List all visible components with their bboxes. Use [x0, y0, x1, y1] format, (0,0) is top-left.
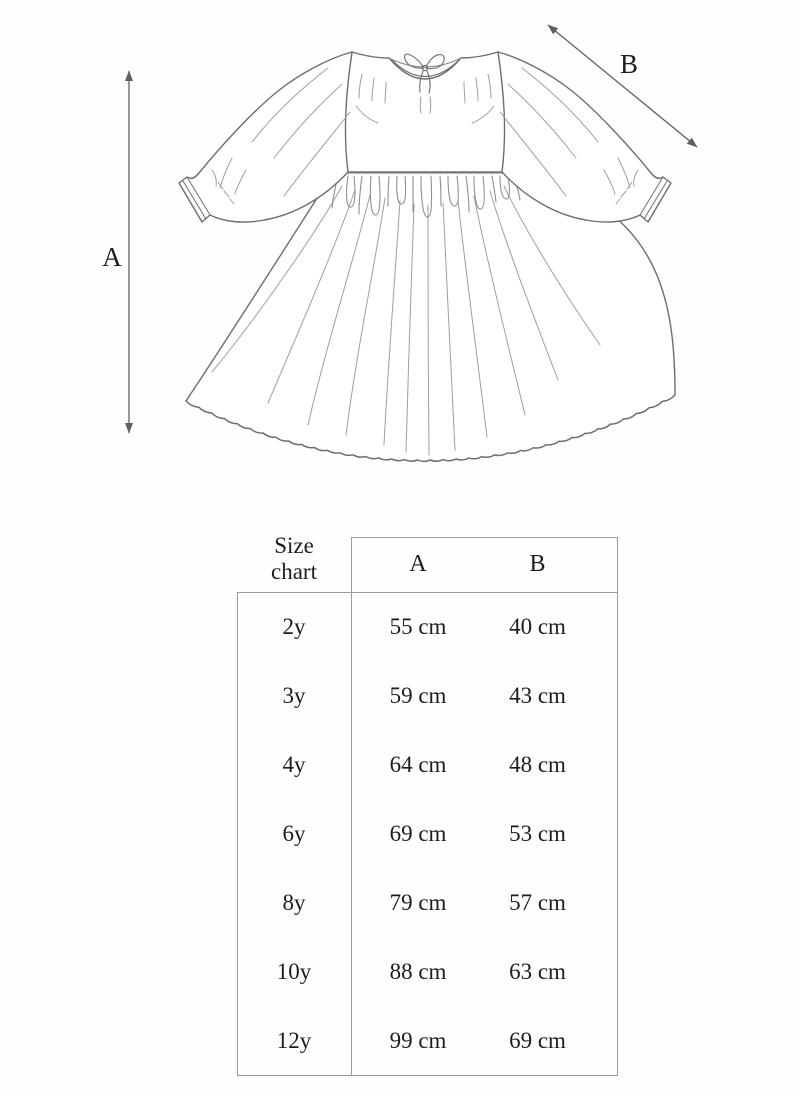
measurement-a-cell: 79 cm [389, 890, 447, 916]
size-table-rows [237, 592, 618, 1076]
table-row [237, 592, 618, 661]
column-header-b: B [529, 551, 546, 577]
table-header-row [237, 537, 618, 592]
size-cell: 6y [282, 820, 306, 846]
measurement-b-cell: 53 cm [509, 820, 566, 846]
arrow-a-label: A [102, 242, 122, 272]
size-cell: 8y [282, 890, 306, 916]
measurement-a-cell: 64 cm [389, 751, 447, 777]
arrow-b-label: B [619, 49, 639, 79]
table-row [237, 799, 618, 868]
size-cell: 10y [276, 959, 312, 985]
measurement-b-cell: 48 cm [509, 751, 566, 777]
measurement-b-cell: 40 cm [509, 613, 566, 639]
dress-bodice [334, 52, 519, 172]
measurement-b-cell: 43 cm [509, 682, 566, 708]
measurement-b-cell: 57 cm [509, 890, 566, 916]
table-row [237, 938, 618, 1007]
measurement-a-cell: 55 cm [389, 613, 447, 639]
table-row [237, 1007, 618, 1076]
measurement-a-cell: 88 cm [389, 959, 447, 985]
dress-figure [0, 0, 800, 500]
size-cell: 2y [282, 613, 306, 639]
size-chart-title: Size chart [271, 533, 317, 584]
table-row [237, 730, 618, 799]
measurement-a-cell: 69 cm [389, 820, 447, 846]
column-header-a: A [409, 551, 427, 577]
measurement-b-cell: 63 cm [509, 959, 566, 985]
measurement-a-cell: 59 cm [389, 682, 447, 708]
size-cell: 3y [282, 682, 306, 708]
dress-illustration [0, 0, 800, 500]
measurement-b-cell: 69 cm [509, 1028, 566, 1054]
size-cell: 12y [276, 1028, 312, 1054]
measurement-a-cell: 99 cm [389, 1028, 447, 1054]
size-cell: 4y [282, 751, 306, 777]
table-row [237, 869, 618, 938]
table-row [237, 661, 618, 730]
